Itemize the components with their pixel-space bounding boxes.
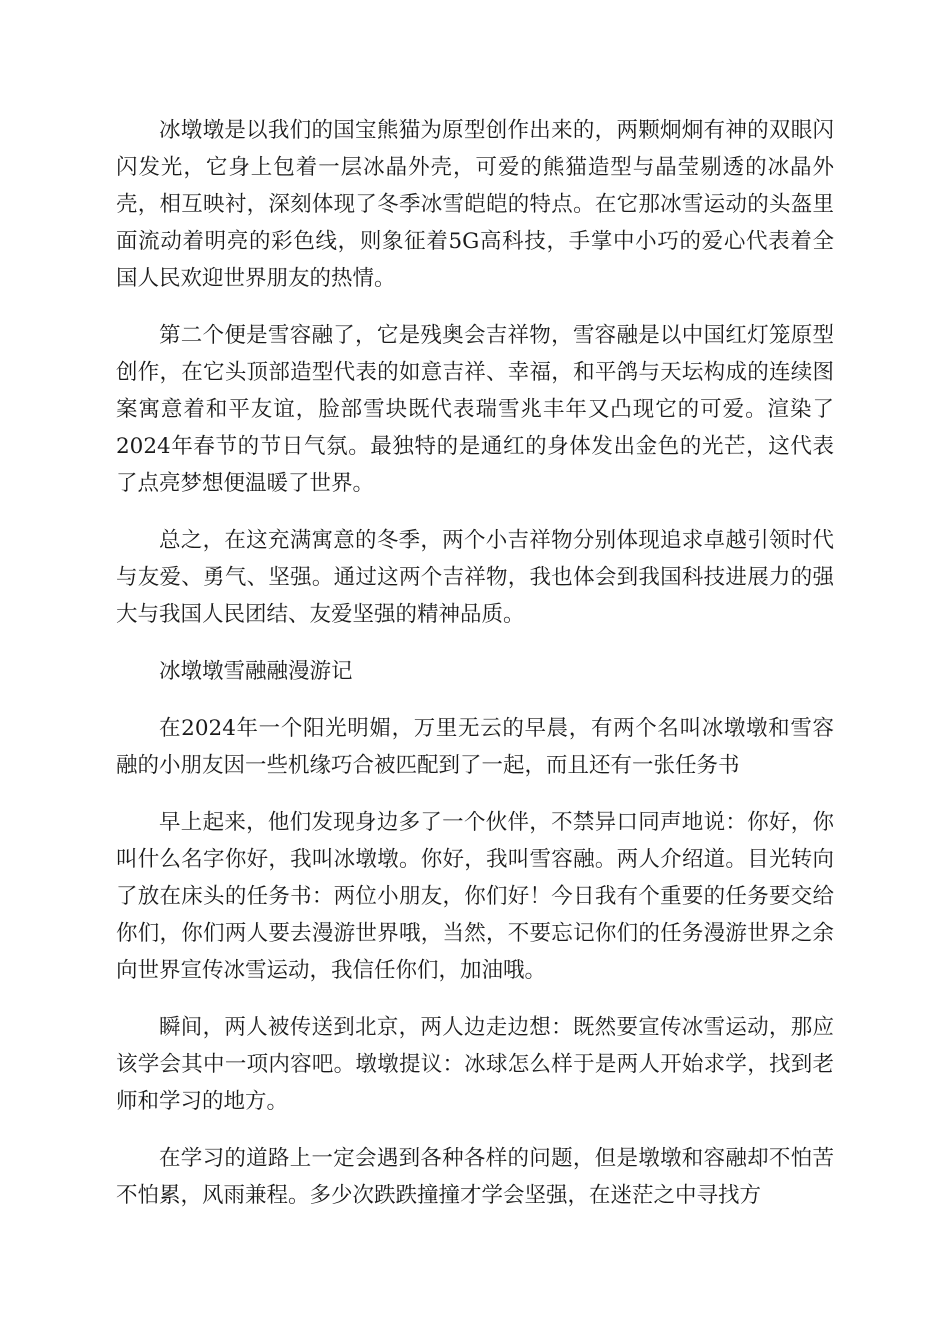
story-paragraph-4: 在学习的道路上一定会遇到各种各样的问题，但是墩墩和容融却不怕苦不怕累，风雨兼程。多少次跌跌撞撞才学会坚强，在迷茫之中寻找方	[116, 1146, 834, 1208]
story-paragraph-3: 瞬间，两人被传送到北京，两人边走边想：既然要宣传冰雪运动，那应该学会其中一项内容吧。墩墩提议：冰球怎么样于是两人开始求学，找到老师和学习的地方。	[116, 1015, 834, 1114]
paragraph-bingdwendwen: 冰墩墩是以我们的国宝熊猫为原型创作出来的，两颗炯炯有神的双眼闪闪发光，它身上包着一层冰晶外壳，可爱的熊猫造型与晶莹剔透的冰晶外壳，相互映衬，深刻体现了冬季冰雪皑皑的特点。在它那冰雪运动的头盔里面流动着明亮的彩色线，则象征着5G高科技，手掌中小巧的爱心代表着全国人民欢迎世界朋友的热情。	[116, 118, 834, 291]
story-title: 冰墩墩雪融融漫游记	[159, 659, 353, 684]
story-paragraph-2: 早上起来，他们发现身边多了一个伙伴，不禁异口同声地说：你好，你叫什么名字你好，我叫冰墩墩。你好，我叫雪容融。两人介绍道。目光转向了放在床头的任务书：两位小朋友，你们好！今日我有个重要的任务要交给你们，你们两人要去漫游世界哦，当然，不要忘记你们的任务漫游世界之余向世界宣传冰雪运动，我信任你们，加油哦。	[116, 810, 834, 983]
paragraph-conclusion: 总之，在这充满寓意的冬季，两个小吉祥物分别体现追求卓越引领时代与友爱、勇气、坚强。通过这两个吉祥物，我也体会到我国科技进展力的强大与我国人民团结、友爱坚强的精神品质。	[116, 528, 834, 627]
paragraph-shuey-rhon-rhon: 第二个便是雪容融了，它是残奥会吉祥物，雪容融是以中国红灯笼原型创作，在它头顶部造型代表的如意吉祥、幸福，和平鸽与天坛构成的连续图案寓意着和平友谊，脸部雪块既代表瑞雪兆丰年又凸现它的可爱。渲染了2024年春节的节日气氛。最独特的是通红的身体发出金色的光芒，这代表了点亮梦想便温暖了世界。	[116, 323, 834, 496]
story-paragraph-1: 在2024年一个阳光明媚，万里无云的早晨，有两个名叫冰墩墩和雪容融的小朋友因一些机缘巧合被匹配到了一起，而且还有一张任务书	[116, 716, 834, 778]
document-body	[116, 112, 834, 1234]
